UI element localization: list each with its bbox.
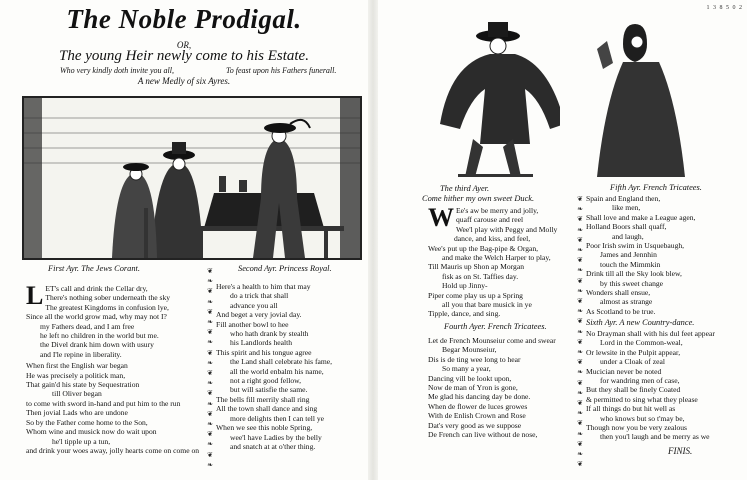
fourth-air-verse [428, 336, 580, 439]
verse-line: Now de man of Yron is gone, [428, 383, 518, 393]
verse-line: Fill another bowl to hee [216, 319, 289, 329]
verse-line: almost as strange [600, 297, 653, 307]
verse-line: Wee's put up the Bag-pipe & Organ, [428, 243, 539, 253]
verse-line: When first the English war began [26, 361, 128, 371]
verse-line: Till Mauris up Shon ap Morgan [428, 262, 524, 272]
verse-line: but will satisfie the same. [230, 385, 308, 395]
verse-line: dance, and kiss, and feel, [454, 234, 531, 244]
drop-cap: W [428, 203, 454, 232]
verse-line: Whom wine and musick now do wait upon [26, 427, 157, 437]
finis-mark: FINIS. [668, 446, 693, 456]
right-page [378, 0, 747, 480]
left-page [0, 0, 368, 480]
third-air-verse [428, 203, 574, 319]
ballad-title: The Noble Prodigal. [66, 4, 302, 34]
verse-line: Dancing vill be lookt upon, [428, 373, 512, 383]
verse-line: Piper come play us up a Spring [428, 290, 523, 300]
first-air-verse [26, 281, 208, 455]
verse-line: If all things do but hit well as [586, 404, 676, 414]
verse-line: like men, [612, 203, 641, 213]
verse-line: James and Jennhin [600, 250, 657, 260]
second-air-verse [216, 282, 366, 451]
ornament-column-left: ❦ ❧ ❦ ❧ ❦ ❧ ❦ ❧ ❦ ❧ ❦ ❧ ❦ ❧ ❦ ❧ ❦ ❧ ❦ ❧ [207, 267, 213, 469]
caption-fourth-air: Fourth Ayer. French Tricatees. [444, 322, 547, 331]
verse-line: So by the Father come home to the Son, [26, 417, 148, 427]
verse-line: till Oliver began [52, 389, 102, 399]
fifth-air-verse [586, 194, 744, 316]
verse-line: wee'l have Ladies by the belly [230, 432, 322, 442]
verse-line: do a trick that shall [230, 291, 289, 301]
verse-line: There's nothing sober underneath the sky [45, 293, 171, 303]
verse-line: Shall love and make a League agen, [586, 212, 696, 222]
verse-line: When de flower de luces growes [428, 401, 528, 411]
verse-line: Or lewsite in the Pulpit appear, [586, 347, 681, 357]
verse-line: So many a year, [442, 364, 491, 374]
verse-line: Poor Irish swim in Usquebaugh, [586, 241, 685, 251]
verse-line: All the town shall dance and sing [216, 404, 318, 414]
verse-line: The greatest Kingdoms in confusion lye, [45, 302, 169, 312]
verse-line: & permitted to sing what they please [586, 394, 698, 404]
verse-line: This spirit and his tongue agree [216, 347, 312, 357]
verse-line: Ee's aw be merry and jolly, [456, 206, 539, 215]
caption-third-air: The third Ayer. [440, 184, 490, 193]
verse-line: Dis is de ting wee long to hear [428, 354, 521, 364]
caption-fifth-air: Fifth Ayr. French Tricatees. [610, 183, 702, 192]
verse-line: and laugh, [612, 231, 644, 241]
caption-first-air: First Ayr. The Jews Corant. [48, 264, 140, 273]
verse-line: As Scotland to be true. [586, 306, 656, 316]
verse-line: ET's call and drink the Cellar dry, [45, 284, 148, 293]
verse-line: With de Enlish Crown and Rose [428, 411, 526, 421]
ballad-subtitle: The young Heir newly come to his Estate. [59, 48, 309, 64]
verse-line: who knows but so t'may be, [600, 413, 685, 423]
verse-line: and make the Welch Harper to play, [442, 253, 551, 263]
verse-line: my Fathers dead, and I am free [40, 321, 135, 331]
verse-line: Wonders shall ensue, [586, 288, 651, 298]
verse-line: the Divel drank him down with usury [40, 340, 154, 350]
verse-line: Me glad his dancing day be done. [428, 392, 531, 402]
or-word: OR, [176, 40, 192, 50]
verse-line: Tipple, dance, and sing. [428, 309, 501, 319]
page-gutter [368, 0, 378, 480]
sixth-air-verse [586, 329, 744, 442]
tagline-left: Who very kindly doth invite you all, [60, 66, 174, 75]
verse-line: Though now you be very zealous [586, 423, 688, 433]
verse-line: De French can live without de nose, [428, 430, 538, 440]
verse-line: he left no children in the world but me. [40, 331, 159, 341]
verse-line: under a Cloak of zeal [600, 357, 665, 367]
third-air-subtitle: Come hither my own sweet Duck. [422, 194, 535, 203]
verse-line: Holland Boors shall quaff, [586, 222, 667, 232]
verse-line: Begar Mounseiur, [442, 345, 497, 355]
verse-line: Since all the world grow mad, why may not I? [26, 312, 167, 322]
verse-line: his Landlords health [230, 338, 293, 348]
verse-line: advance you all [230, 300, 278, 310]
verse-line: touch the Mimmkin [600, 259, 661, 269]
woodcut-gentleman [428, 14, 560, 180]
verse-line: When we see this noble Spring, [216, 423, 313, 433]
verse-line: But they shall be finely Coated [586, 385, 681, 395]
verse-line: And beget a very jovial day. [216, 310, 302, 320]
verse-line: quaff carouse and reel [456, 215, 524, 225]
verse-line: fisk as on St. Taffies day. [442, 271, 519, 281]
verse-line: Dat's very good as we suppose [428, 420, 522, 430]
verse-line: He was precisely a politick man, [26, 370, 126, 380]
verse-line: Let de French Mounseiur come and swear [428, 336, 556, 345]
verse-line: then you'l laugh and be merry as we [600, 432, 710, 442]
verse-line: The bells fill merrily shall ring [216, 394, 310, 404]
verse-line: That gain'd his state by Sequestration [26, 380, 140, 390]
verse-line: Then jovial Lads who are undone [26, 408, 128, 418]
verse-line: Spain and England then, [586, 194, 661, 203]
verse-line: the Land shall celebrate his fame, [230, 357, 333, 367]
caption-second-air: Second Ayr. Princess Royal. [238, 264, 332, 273]
verse-line: who hath drank by stealth [230, 329, 309, 339]
woodcut-feast [22, 96, 362, 260]
verse-line: he'l tipple up a tun, [52, 436, 111, 446]
catalogue-stamp: 1 3 8 5 0 2 [706, 5, 743, 11]
verse-line: and I'le repine in liberality. [40, 349, 122, 359]
verse-line: more delights then I can tell ye [230, 413, 325, 423]
verse-line: No Drayman shall with his dul feet appear [586, 329, 715, 338]
verse-line: all you that bare musick in ye [442, 300, 532, 310]
verse-line: Lord in the Common-weal, [600, 338, 683, 348]
verse-line: to come with sword in-hand and put him to the run [26, 398, 181, 408]
woodcut-lady [593, 14, 693, 180]
verse-line: by this sweet change [600, 278, 664, 288]
ornament-column-right: ❦ ❧ ❦ ❧ ❦ ❧ ❦ ❧ ❦ ❧ ❦ ❧ ❦ ❧ ❦ ❧ ❦ ❧ ❦ ❧ ❦ ❧ ❦ ❧ ❦ ❧ ❦ [577, 195, 583, 469]
medly-line: A new Medly of six Ayres. [137, 76, 231, 86]
tagline-right: To feast upon his Fathers funerall. [226, 66, 337, 75]
verse-line: Drink till all the Sky look blew, [586, 269, 682, 279]
verse-line: Mucician never be noted [586, 366, 662, 376]
verse-line: Wee'l play with Peggy and Molly [456, 224, 558, 234]
verse-line: Hold up Jinny- [442, 281, 488, 291]
verse-line: for wandring men of case, [600, 376, 680, 386]
verse-line: and drink your woes away, jolly hearts come on come on [26, 445, 200, 455]
verse-line: not a right good fellow, [230, 376, 302, 386]
caption-sixth-air: Sixth Ayr. A new Country-dance. [586, 318, 695, 327]
verse-line: Here's a health to him that may [216, 282, 311, 291]
verse-line: all the world enbalm his name, [230, 366, 324, 376]
verse-line: and snatch at at o'ther thing. [230, 441, 316, 451]
drop-cap: L [26, 281, 44, 310]
